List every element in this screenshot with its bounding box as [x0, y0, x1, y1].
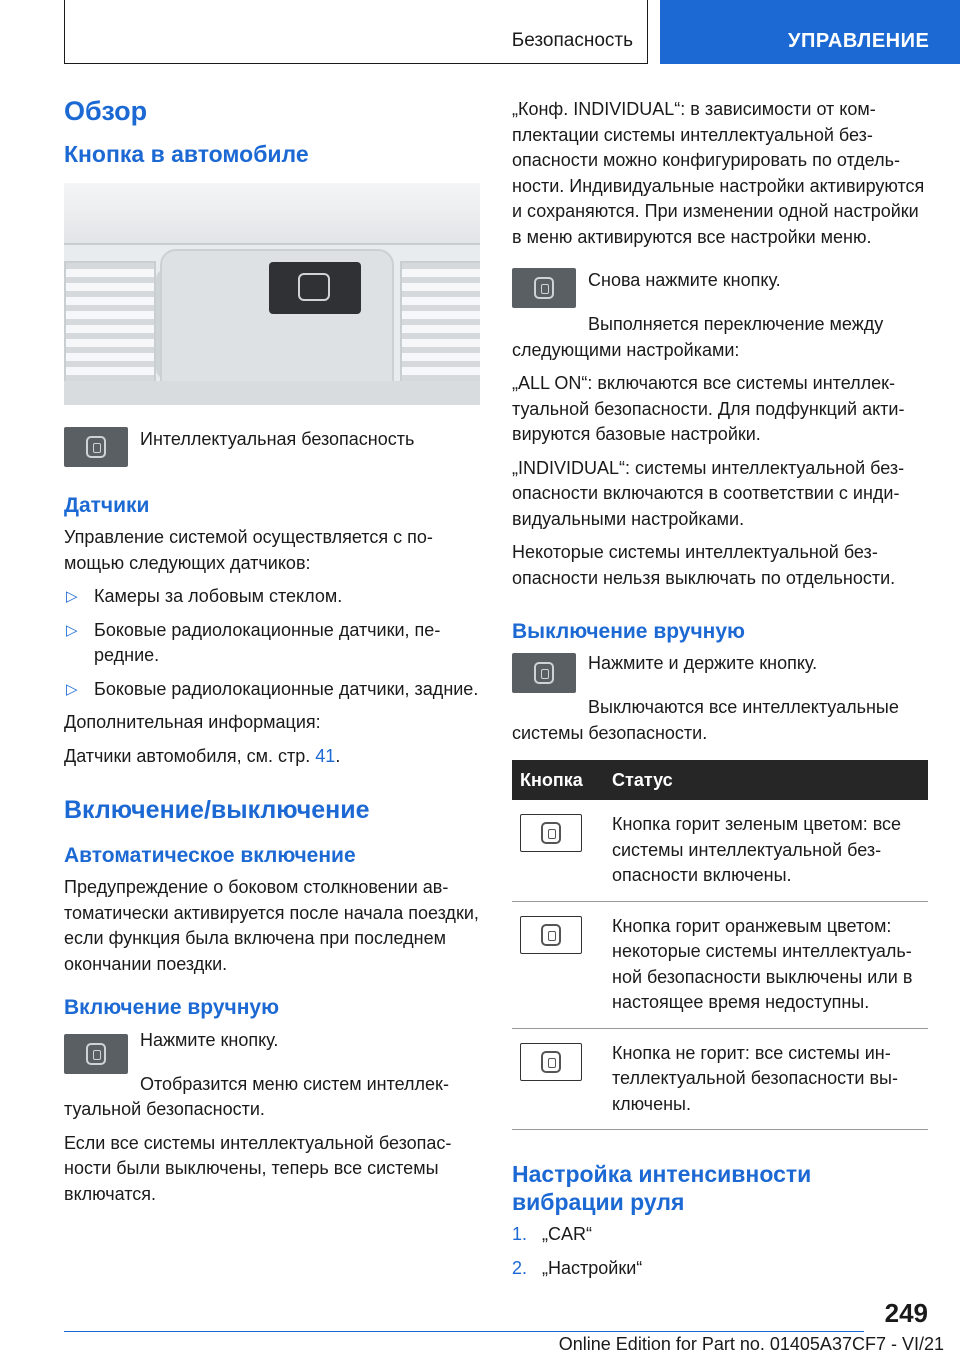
heading-vibration: Настройка интенсивности вибрации руля	[512, 1161, 812, 1216]
press-again-row	[512, 268, 928, 312]
table-row	[512, 901, 928, 1028]
status-cell: Кнопка не горит: все системы интеллектуальной безопасности выключены.	[604, 1028, 928, 1130]
icon-caption-row	[64, 425, 480, 469]
intelligent-safety-icon	[520, 814, 582, 852]
heading-auto-on: Автоматическое включение	[64, 844, 356, 868]
intelligent-safety-icon	[520, 1043, 582, 1081]
header-chapter-tab	[660, 0, 960, 64]
heading-overview: Обзор	[64, 96, 148, 126]
menu-shown-text: Отобразится меню систем интеллектуальной безопасности.	[64, 1073, 449, 1120]
steps-list	[512, 1222, 928, 1281]
table-row	[512, 1028, 928, 1130]
config-text: „Конф. INDIVIDUAL“: в зависимости от комплектации системы интеллектуальной безопасности можно конфигурировать по отдельности. Индивидуальные настройки активируются и сохраняются. При изменении одной настройки в меню активируются все настройки меню.	[512, 99, 925, 247]
manual-off-row	[512, 651, 928, 695]
page-link-41[interactable]: 41	[315, 745, 336, 766]
heading-manual-on: Включение вручную	[64, 996, 280, 1020]
intelligent-safety-icon	[512, 268, 576, 308]
footer-divider	[64, 1331, 864, 1332]
page-number: 249	[884, 1298, 928, 1328]
list-item: ▷ Боковые радиолокационные датчики, задние.	[64, 677, 480, 703]
status-cell: Кнопка горит оранжевым цветом: некоторые системы интеллектуальной безопасности выключены или в настоящее время недоступны.	[604, 901, 928, 1028]
header-section-box	[64, 0, 648, 64]
sensors-list	[64, 584, 480, 702]
intelligent-safety-icon	[64, 427, 128, 467]
extra-info-label: Дополнительная информация:	[64, 712, 321, 733]
icon-caption: Интеллектуальная безопасность	[140, 428, 415, 449]
individual-text: „INDIVIDUAL“: системы интеллектуальной безопасности включаются в соответствии с индивидуальными настройками.	[512, 457, 905, 529]
intelligent-safety-icon	[512, 653, 576, 693]
press-again-text: Снова нажмите кнопку.	[588, 270, 781, 290]
left-column	[64, 95, 480, 1215]
all-off-systems-text: Выключаются все интеллектуальные системы безопасности.	[512, 697, 899, 743]
heading-on-off: Включение/выключение	[64, 796, 370, 825]
cannot-off-text: Некоторые системы интеллектуальной безопасности нельзя выключать по отдельности.	[512, 542, 896, 588]
footer-edition: Online Edition for Part no. 01405A37CF7 - VI/21	[558, 1334, 944, 1354]
sensors-intro: Управление системой осуществляется с помощью следующих датчиков:	[64, 527, 433, 573]
status-table	[512, 760, 928, 1130]
all-on-text: „ALL ON“: включаются все системы интеллектуальной безопасности. Для подфункций активируются базовые настройки.	[512, 373, 905, 444]
press-button-text: Нажмите кнопку.	[140, 1029, 279, 1050]
auto-on-text: Предупреждение о боковом столкновении автоматически активируется после начала поездки, если функция была включена при последнем окончании поездки.	[64, 877, 479, 974]
right-column	[512, 95, 928, 1289]
header-chapter-title: УПРАВЛЕНИЕ	[788, 30, 930, 52]
table-header-button: Кнопка	[512, 760, 604, 800]
status-cell: Кнопка горит зеленым цветом: все системы интеллектуальной безопасности включены.	[604, 800, 928, 901]
intelligent-safety-icon	[64, 1034, 128, 1074]
press-hold-text: Нажмите и держите кнопку.	[588, 653, 818, 674]
heading-manual-off: Выключение вручную	[512, 620, 745, 643]
table-row	[512, 800, 928, 901]
list-item: 2. „Настройки“	[512, 1257, 643, 1278]
switching-text: Выполняется переключение между следующими настройками:	[512, 314, 884, 360]
sensors-reference: Датчики автомобиля, см. стр. 41.	[64, 745, 341, 766]
manual-on-row	[64, 1028, 480, 1072]
all-off-text: Если все системы интеллектуальной безопасности были выключены, теперь все системы включатся.	[64, 1132, 452, 1204]
header-section-title: Безопасность	[511, 30, 633, 51]
intelligent-safety-icon	[520, 916, 582, 954]
heading-sensors: Датчики	[64, 493, 150, 517]
list-item: ▷ Камеры за лобовым стеклом.	[64, 584, 480, 610]
car-safety-button-image	[269, 262, 361, 314]
car-button-photo	[64, 183, 480, 405]
list-item: 1. „CAR“	[512, 1224, 592, 1245]
table-header-status: Статус	[604, 760, 928, 800]
heading-button-in-car: Кнопка в автомобиле	[64, 141, 309, 168]
list-item: ▷ Боковые радиолокационные датчики, передние.	[64, 618, 480, 669]
